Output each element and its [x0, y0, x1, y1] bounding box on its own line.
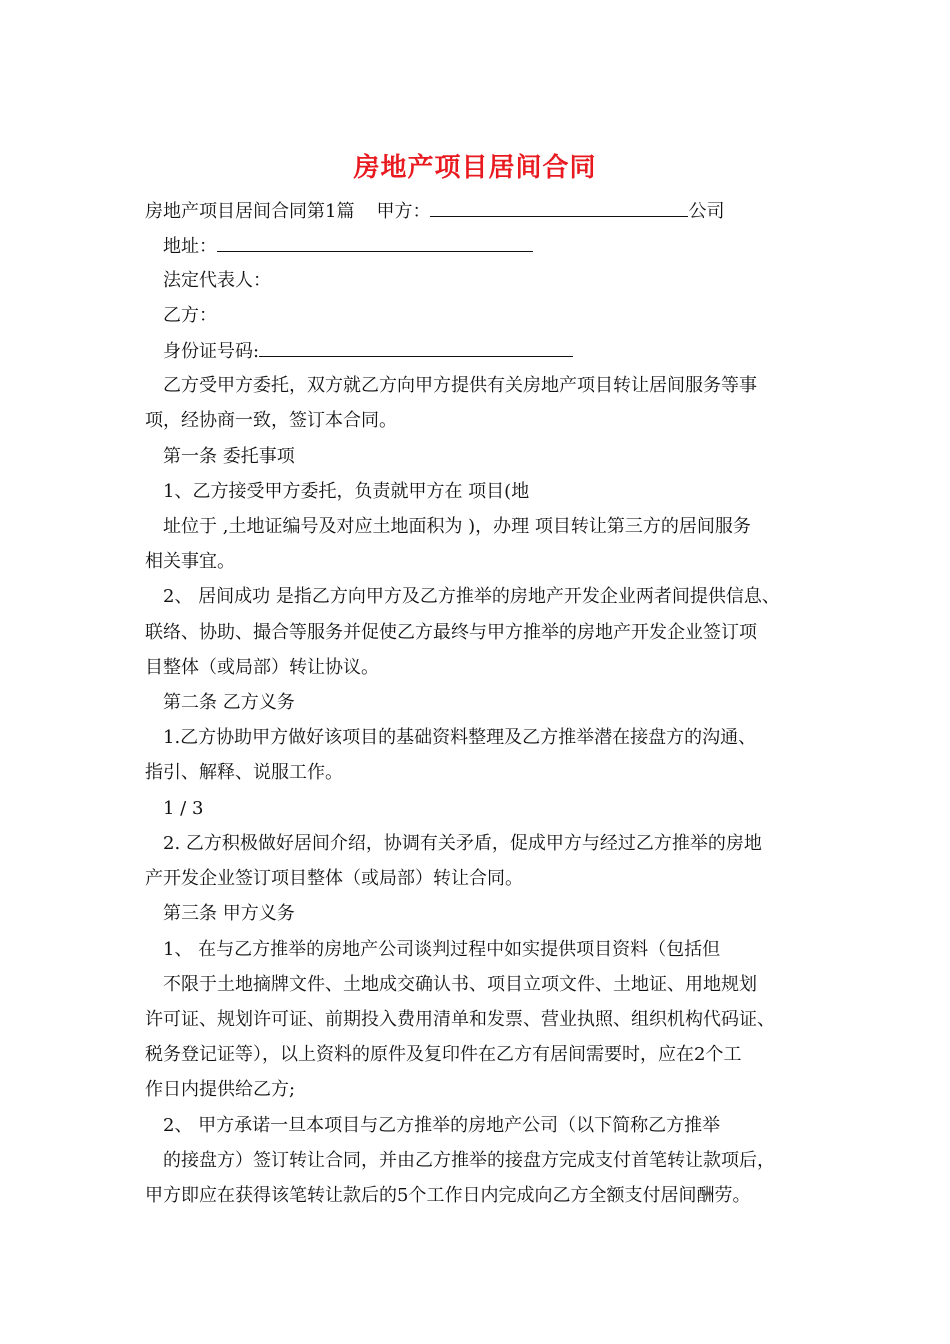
article-3-item-2-line-1: 2、 甲方承诺一旦本项目与乙方推举的房地产公司（以下简称乙方推举 — [163, 1115, 721, 1136]
heading-prefix: 房地产项目居间合同第1篇 — [145, 201, 355, 222]
article-1-title: 第一条 委托事项 — [163, 446, 295, 467]
article-3-item-1-line-5: 作日内提供给乙方; — [145, 1079, 296, 1100]
article-1-item-1-line-3: 相关事宜。 — [145, 551, 235, 572]
intro-line-1: 乙方受甲方委托，双方就乙方向甲方提供有关房地产项目转让居间服务等事 — [163, 375, 757, 396]
article-1-item-1-line-2: 址位于 ,土地证编号及对应土地面积为 )，办理 项目转让第三方的居间服务 — [163, 516, 751, 537]
party-a-label: 甲方： — [376, 201, 431, 222]
legal-rep-line: 法定代表人： — [163, 270, 271, 291]
page-number: 1 / 3 — [163, 798, 204, 819]
article-3-item-1-line-1: 1、 在与乙方推举的房地产公司谈判过程中如实提供项目资料（包括但 — [163, 939, 721, 960]
article-1-item-1-line-1: 1、乙方接受甲方委托，负责就甲方在 项目(地 — [163, 481, 530, 502]
address-line — [163, 233, 533, 260]
address-label: 地址： — [163, 236, 217, 257]
id-label: 身份证号码: — [163, 341, 260, 362]
article-3-item-1-line-4: 税务登记证等），以上资料的原件及复印件在乙方有居间需要时，应在2个工 — [145, 1044, 742, 1065]
article-2-item-1-line-2: 指引、解释、说服工作。 — [145, 762, 343, 783]
article-1-item-2-line-2: 联络、协助、撮合等服务并促使乙方最终与甲方推举的房地产开发企业签订项 — [145, 622, 757, 643]
intro-line-2: 项，经协商一致，签订本合同。 — [145, 410, 397, 431]
article-2-item-2-line-1: 2. 乙方积极做好居间介绍，协调有关矛盾，促成甲方与经过乙方推举的房地 — [163, 833, 762, 854]
article-3-item-2-line-3: 甲方即应在获得该笔转让款后的5个工作日内完成向乙方全额支付居间酬劳。 — [145, 1185, 751, 1206]
address-blank — [217, 233, 533, 252]
id-blank — [259, 338, 573, 357]
article-3-item-1-line-3: 许可证、规划许可证、前期投入费用清单和发票、营业执照、组织机构代码证、 — [145, 1009, 775, 1030]
article-2-title: 第二条 乙方义务 — [163, 692, 295, 713]
article-1-item-2-line-3: 目整体（或局部）转让协议。 — [145, 657, 379, 678]
article-2-item-1-line-1: 1.乙方协助甲方做好该项目的基础资料整理及乙方推举潜在接盘方的沟通、 — [163, 727, 757, 748]
heading-line — [145, 198, 724, 225]
article-3-item-2-line-2: 的接盘方）签订转让合同，并由乙方推举的接盘方完成支付首笔转让款项后， — [163, 1150, 775, 1171]
article-2-item-2-line-2: 产开发企业签订项目整体（或局部）转让合同。 — [145, 868, 523, 889]
party-a-suffix: 公司 — [688, 201, 725, 222]
party-b-line: 乙方： — [163, 305, 217, 326]
id-number-line — [163, 338, 573, 365]
document-title: 房地产项目居间合同 — [353, 153, 597, 183]
article-1-item-2-line-1: 2、 居间成功 是指乙方向甲方及乙方推举的房地产开发企业两者间提供信息、 — [163, 586, 780, 607]
party-a-blank — [430, 198, 688, 217]
article-3-item-1-line-2: 不限于土地摘牌文件、土地成交确认书、项目立项文件、土地证、用地规划 — [163, 974, 757, 995]
article-3-title: 第三条 甲方义务 — [163, 903, 295, 924]
